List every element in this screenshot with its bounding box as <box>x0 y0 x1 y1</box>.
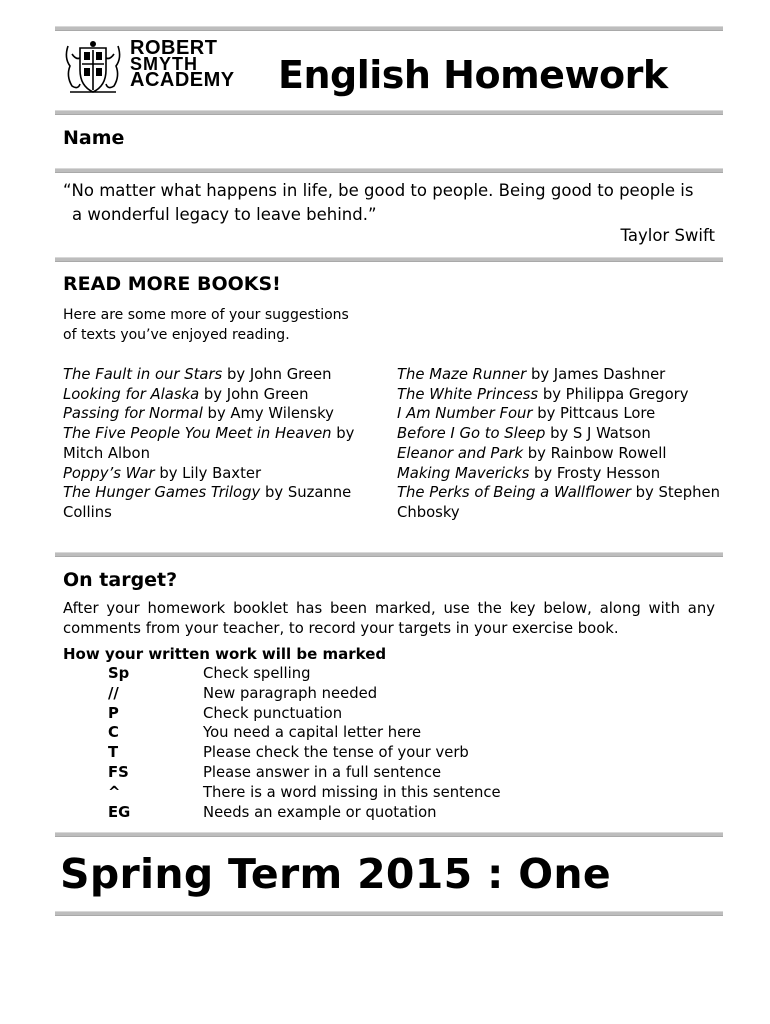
marking-key-row <box>63 763 501 783</box>
school-logo <box>62 37 262 100</box>
key-code: P <box>108 704 119 722</box>
divider <box>55 832 723 837</box>
divider <box>55 257 723 262</box>
divider <box>55 552 723 557</box>
book-title: Looking for Alaska <box>63 385 200 403</box>
divider <box>55 168 723 173</box>
marking-key-row <box>63 704 501 724</box>
book-title: Poppy’s War <box>63 464 155 482</box>
book-title: The Hunger Games Trilogy <box>63 484 261 502</box>
book-item <box>63 365 398 385</box>
key-description: Check spelling <box>203 665 311 682</box>
divider <box>55 911 723 916</box>
key-code: C <box>108 724 119 742</box>
key-description: Please check the tense of your verb <box>203 744 469 762</box>
key-code: FS <box>108 763 129 781</box>
key-code: Sp <box>108 665 130 682</box>
key-description: Needs an example or quotation <box>203 803 437 821</box>
book-author: by Suzanne Collins <box>63 484 352 521</box>
book-author: by Rainbow Rowell <box>523 444 667 462</box>
key-code: ^ <box>108 783 121 801</box>
key-description: Check punctuation <box>203 704 343 722</box>
marking-key-list <box>63 664 501 822</box>
book-author: by Stephen Chbosky <box>397 484 721 521</box>
quote-author: Taylor Swift <box>620 226 715 245</box>
read-more-intro: Here are some more of your suggestions of texts you’ve enjoyed reading. <box>63 307 349 343</box>
book-list-right <box>397 365 732 523</box>
book-list-left <box>63 365 398 523</box>
divider <box>55 26 723 31</box>
quote-line: “No matter what happens in life, be good to people. Being good to people is <box>63 181 694 200</box>
book-title: The Maze Runner <box>397 366 527 383</box>
book-item <box>397 444 732 464</box>
book-title: The White Princess <box>397 385 539 403</box>
marking-key-row <box>63 783 501 803</box>
book-author: by S J Watson <box>545 425 651 443</box>
book-item <box>63 385 398 405</box>
book-author: by Mitch Albon <box>63 425 355 462</box>
on-target-text: After your homework booklet has been marked, use the key below, along with any comments from your teacher, to record your targets in your exercise book. <box>63 600 715 637</box>
book-item <box>63 464 398 484</box>
book-item <box>397 404 732 424</box>
key-description: You need a capital letter here <box>203 724 422 742</box>
key-description: Please answer in a full sentence <box>203 763 442 781</box>
book-title: I Am Number Four <box>397 405 533 423</box>
book-item <box>63 483 398 522</box>
book-item <box>397 483 732 522</box>
book-item <box>397 464 732 484</box>
marking-key-row <box>63 664 501 684</box>
book-author: by Lily Baxter <box>154 464 262 482</box>
key-code: EG <box>108 803 131 821</box>
term-title: Spring Term 2015 : One <box>60 850 612 898</box>
book-author: by John Green <box>222 366 332 383</box>
book-title: The Fault in our Stars <box>63 366 223 383</box>
on-target-heading: On target? <box>63 569 178 591</box>
key-description: There is a word missing in this sentence <box>203 783 501 801</box>
book-title: Eleanor and Park <box>397 444 524 462</box>
book-title: Making Mavericks <box>397 464 530 482</box>
book-author: by Amy Wilensky <box>202 405 334 423</box>
book-author: by John Green <box>199 385 309 403</box>
book-item <box>397 385 732 405</box>
logo-wordmark: ROBERT SMYTH ACADEMY <box>130 37 235 91</box>
marking-key-row <box>63 743 501 763</box>
book-title: The Perks of Being a Wallflower <box>397 484 631 502</box>
quote <box>63 179 718 227</box>
marking-key-row <box>63 803 501 823</box>
book-author: by James Dashner <box>526 366 666 383</box>
marking-key-heading: How your written work will be marked <box>63 645 387 663</box>
book-author: by Pittcaus Lore <box>532 405 656 423</box>
divider <box>55 110 723 115</box>
marking-key-row <box>63 684 501 704</box>
page-title: English Homework <box>278 53 668 97</box>
book-author: by Philippa Gregory <box>538 385 689 403</box>
book-author: by Frosty Hesson <box>529 464 661 482</box>
quote-line: a wonderful legacy to leave behind.” <box>72 205 377 224</box>
book-item <box>63 404 398 424</box>
read-more-heading: READ MORE BOOKS! <box>63 273 281 295</box>
book-title: Passing for Normal <box>63 405 203 423</box>
book-title: The Five People You Meet in Heaven <box>63 425 332 443</box>
book-item <box>397 424 732 444</box>
crest-icon <box>62 40 124 96</box>
name-label: Name <box>63 127 125 149</box>
book-item <box>397 365 732 385</box>
key-code: T <box>108 744 119 762</box>
book-title: Before I Go to Sleep <box>397 425 546 443</box>
key-code: // <box>108 684 119 702</box>
marking-key-row <box>63 723 501 743</box>
book-item <box>63 424 398 463</box>
key-description: New paragraph needed <box>203 684 378 702</box>
